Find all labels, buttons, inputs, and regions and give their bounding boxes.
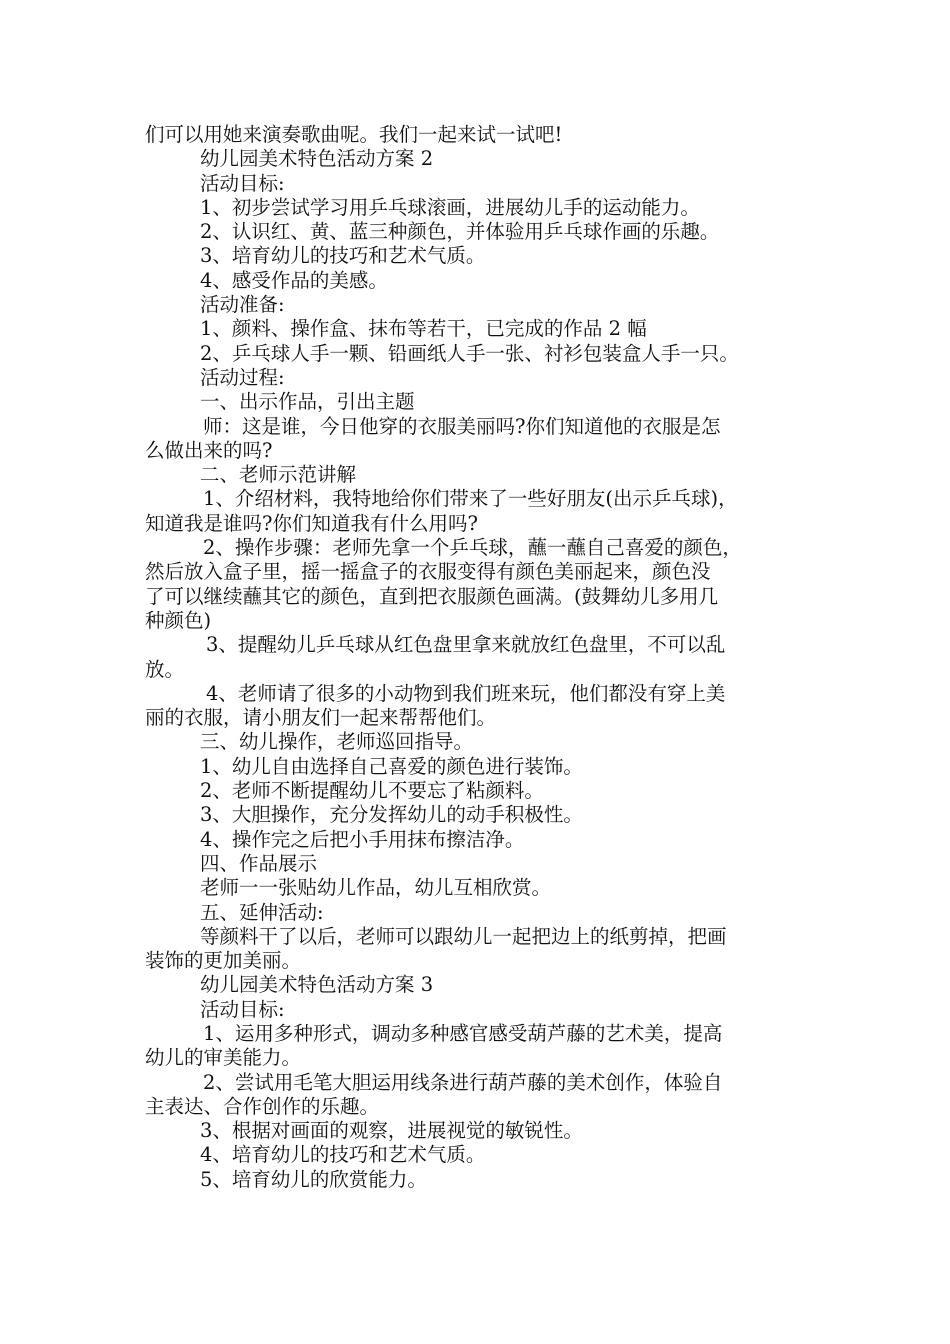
text-line: 知道我是谁吗?你们知道我有什么用吗?: [145, 511, 478, 535]
text-line: 1、初步尝试学习用乒乓球滚画，进展幼儿手的运动能力。: [200, 195, 700, 219]
text-line: 二、老师示范讲解: [200, 463, 357, 487]
text-line: 幼儿的审美能力。: [145, 1046, 302, 1070]
text-line: 老师一一张贴幼儿作品，幼儿互相欣赏。: [200, 876, 552, 900]
document-body: [145, 123, 810, 1192]
text-line: 等颜料干了以后，老师可以跟幼儿一起把边上的纸剪掉，把画: [200, 924, 727, 948]
text-line: 种颜色): [145, 608, 212, 632]
text-line: 1、幼儿自由选择自己喜爱的颜色进行装饰。: [200, 754, 583, 778]
text-line: 么做出来的吗?: [145, 438, 273, 462]
text-line: 幼儿园美术特色活动方案 3: [200, 973, 434, 997]
text-line: 了可以继续蘸其它的颜色，直到把衣服颜色画满。(鼓舞幼儿多用几: [145, 584, 719, 608]
text-line: 5、培育幼儿的欣赏能力。: [200, 1167, 427, 1191]
text-line: 师：这是谁，今日他穿的衣服美丽吗?你们知道他的衣服是怎: [203, 414, 721, 438]
text-line: 放。: [145, 657, 185, 681]
text-line: 一、出示作品，引出主题: [200, 390, 415, 414]
text-line: 3、培育幼儿的技巧和艺术气质。: [200, 244, 486, 268]
text-line: 2、乒乓球人手一颗、铅画纸人手一张、衬衫包装盒人手一只。: [200, 341, 739, 365]
text-line: 装饰的更加美丽。: [145, 949, 302, 973]
text-line: 4、老师请了很多的小动物到我们班来玩，他们都没有穿上美: [206, 681, 726, 705]
text-line: 3、根据对画面的观察，进展视觉的敏锐性。: [200, 1119, 583, 1143]
text-line: 主表达、合作创作的乐趣。: [145, 1094, 380, 1118]
text-line: 们可以用她来演奏歌曲呢。我们一起来试一试吧!: [145, 123, 563, 146]
text-line: 2、尝试用毛笔大胆运用线条进行葫芦藤的美术创作，体验自: [203, 1070, 723, 1094]
text-line: 三、幼儿操作，老师巡回指导。: [200, 730, 474, 754]
text-line: 活动目标:: [200, 997, 285, 1021]
text-line: 2、操作步骤：老师先拿一个乒乓球，蘸一蘸自己喜爱的颜色，: [203, 536, 742, 560]
text-line: 4、感受作品的美感。: [200, 268, 388, 292]
text-line: 1、介绍材料，我特地给你们带来了一些好朋友(出示乒乓球)，: [203, 487, 738, 511]
text-line: 3、提醒幼儿乒乓球从红色盘里拿来就放红色盘里，不可以乱: [206, 633, 726, 657]
text-line: 2、认识红、黄、蓝三种颜色，并体验用乒乓球作画的乐趣。: [200, 220, 720, 244]
text-line: 丽的衣服，请小朋友们一起来帮帮他们。: [145, 706, 497, 730]
text-line: 然后放入盒子里，摇一摇盒子的衣服变得有颜色美丽起来，颜色没: [145, 560, 711, 584]
text-line: 五、延伸活动:: [200, 900, 324, 924]
text-line: 活动目标:: [200, 171, 285, 195]
text-line: 2、老师不断提醒幼儿不要忘了粘颜料。: [200, 779, 544, 803]
text-line: 4、操作完之后把小手用抹布擦洁净。: [200, 827, 525, 851]
text-line: 活动准备:: [200, 293, 285, 317]
text-line: 活动过程:: [200, 365, 285, 389]
text-line: 1、运用多种形式，调动多种感官感受葫芦藤的艺术美，提高: [203, 1021, 723, 1045]
text-line: 四、作品展示: [200, 851, 318, 875]
text-line: 3、大胆操作，充分发挥幼儿的动手积极性。: [200, 803, 583, 827]
text-line: 1、颜料、操作盒、抹布等若干，已完成的作品 2 幅: [200, 317, 647, 341]
text-line: 幼儿园美术特色活动方案 2: [200, 147, 434, 171]
text-line: 4、培育幼儿的技巧和艺术气质。: [200, 1143, 486, 1167]
